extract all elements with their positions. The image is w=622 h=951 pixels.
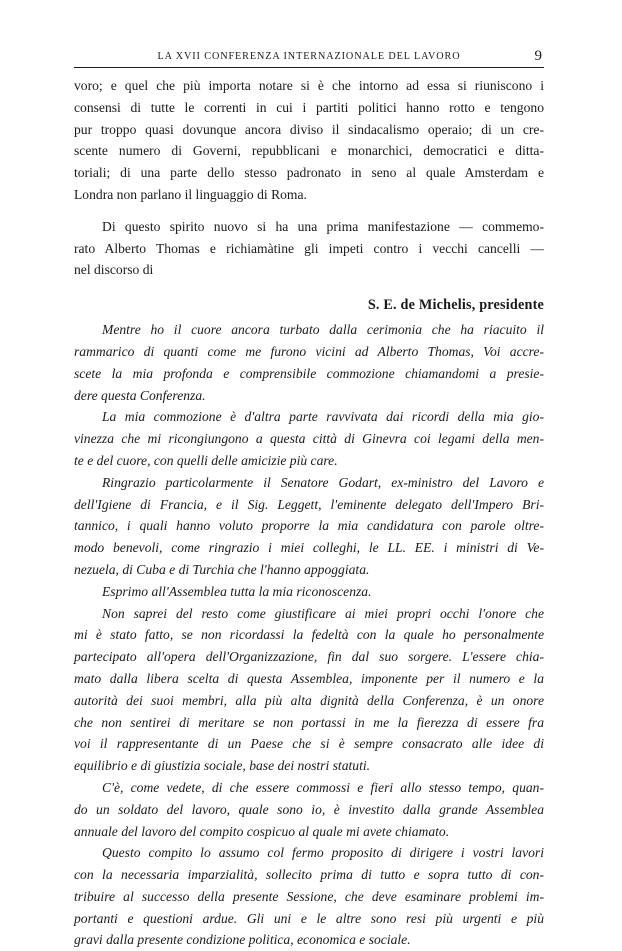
- text-line: modo benevoli, come ringrazio i miei colleghi, le LL. EE. i ministri di Ve-: [74, 540, 544, 556]
- running-header: [74, 46, 544, 68]
- text-line: mato dalla libera scelta di questa Assemblea, imponente per il numero e la: [74, 670, 544, 686]
- text-line: tannico, i quali hanno voluto proporre la mia candidatura con parole oltre-: [74, 518, 544, 534]
- document-page: [74, 46, 544, 951]
- header-rule: [74, 67, 544, 68]
- text-line: dell'Igiene di Francia, e il Sig. Leggett, l'eminente delegato dell'Impero Bri-: [74, 496, 544, 512]
- running-title: LA XVII CONFERENZA INTERNAZIONALE DEL LAVORO: [157, 51, 461, 62]
- text-line: che non sentirei di meritare se non portassi in me la fierezza di essere fra: [74, 714, 544, 730]
- text-line: Londra non parlano il linguaggio di Roma.: [74, 186, 307, 202]
- text-line: nezuela, di Cuba e di Turchia che l'hanno appoggiata.: [74, 561, 370, 577]
- text-line: La mia commozione è d'altra parte ravvivata dai ricordi della mia gio-: [102, 409, 544, 425]
- text-line: voro; e quel che più importa notare si è che intorno ad essa si riuniscono i: [74, 78, 544, 93]
- text-line: scete la mia profonda e comprensibile commozione chiamandomi a presie-: [74, 365, 544, 381]
- speaker-heading: S. E. de Michelis, presidente: [367, 297, 544, 314]
- text-line: autorità dei suoi membri, alla più alta dignità della Conferenza, è un onore: [74, 692, 544, 708]
- text-line: Esprimo all'Assemblea tutta la mia riconoscenza.: [102, 583, 372, 599]
- text-line: rato Alberto Thomas e richiamàtine gli impeti contro i vecchi cancelli —: [74, 240, 544, 256]
- text-line: con la necessaria imparzialità, sollecito prima di tutto e sopra tutto di con-: [74, 867, 544, 883]
- text-line: rammarico di quanti come me furono vicini ad Alberto Thomas, Voi accre-: [74, 343, 544, 359]
- text-line: equilibrio e di giustizia sociale, base dei nostri statuti.: [74, 758, 371, 774]
- page-number: 9: [534, 48, 542, 64]
- text-line: C'è, come vedete, di che essere commossi e fieri allo stesso tempo, quan-: [102, 779, 544, 795]
- text-line: dere questa Conferenza.: [74, 387, 206, 403]
- text-line: portanti e questioni ardue. Gli uni e le altre sono resi più urgenti e più: [74, 910, 544, 926]
- text-line: annuale del lavoro del compito cospicuo al quale mi avete chiamato.: [74, 823, 450, 839]
- text-line: mi è stato fatto, se non ricordassi la fedeltà con la quale ho personalmente: [74, 627, 544, 643]
- text-line: toriali; di una parte dello stesso padronato in seno al quale Amsterdam e: [74, 165, 544, 181]
- text-line: partecipato all'opera dell'Organizzazione, fin dal suo sorgere. L'essere chia-: [74, 649, 544, 665]
- speech-paragraph: [74, 842, 544, 951]
- text-line: pur troppo quasi dovunque ancora diviso il sindacalismo operaio; di un cre-: [74, 121, 544, 137]
- intro-paragraph: [74, 75, 544, 206]
- text-line: Non saprei del resto come giustificare ai miei propri occhi l'onore che: [102, 605, 544, 621]
- text-line: voi il rappresentante di un Paese che si è sempre consacrato alle idee di: [74, 736, 544, 752]
- second-paragraph: [74, 216, 544, 281]
- text-line: Di questo spirito nuovo si ha una prima manifestazione — commemo-: [102, 218, 544, 234]
- text-line: te e del cuore, con quelli delle amicizie più care.: [74, 452, 338, 468]
- text-line: do un soldato del lavoro, quale sono io, è investito dalla grande Assemblea: [74, 801, 544, 817]
- text-line: gravi dalla presente condizione politica, economica e sociale.: [74, 932, 411, 948]
- speech-paragraph: [74, 472, 544, 581]
- text-line: Questo compito lo assumo col fermo proposito di dirigere i vostri lavori: [102, 845, 544, 861]
- speech-text: [74, 319, 544, 951]
- text-line: scente numero di Governi, repubblicani e monarchici, democratici e ditta-: [74, 143, 544, 159]
- text-line: nel discorso di: [74, 262, 154, 278]
- speech-paragraph: [74, 319, 544, 406]
- speech-paragraph: [74, 777, 544, 842]
- text-line: vinezza che mi ricongiungono a questa città di Ginevra coi legami della men-: [74, 431, 544, 447]
- speech-paragraph: [74, 603, 544, 777]
- text-line: Mentre ho il cuore ancora turbato dalla cerimonia che ha riacuito il: [102, 322, 544, 338]
- text-line: tribuire al successo della presente Sessione, che deve esaminare problemi im-: [74, 888, 544, 904]
- text-line: consensi di tutte le correnti in cui i partiti politici hanno rotto e tengono: [74, 99, 544, 115]
- speech-paragraph: [74, 581, 544, 603]
- speech-paragraph: [74, 406, 544, 471]
- text-line: Ringrazio particolarmente il Senatore Godart, ex-ministro del Lavoro e: [102, 474, 544, 490]
